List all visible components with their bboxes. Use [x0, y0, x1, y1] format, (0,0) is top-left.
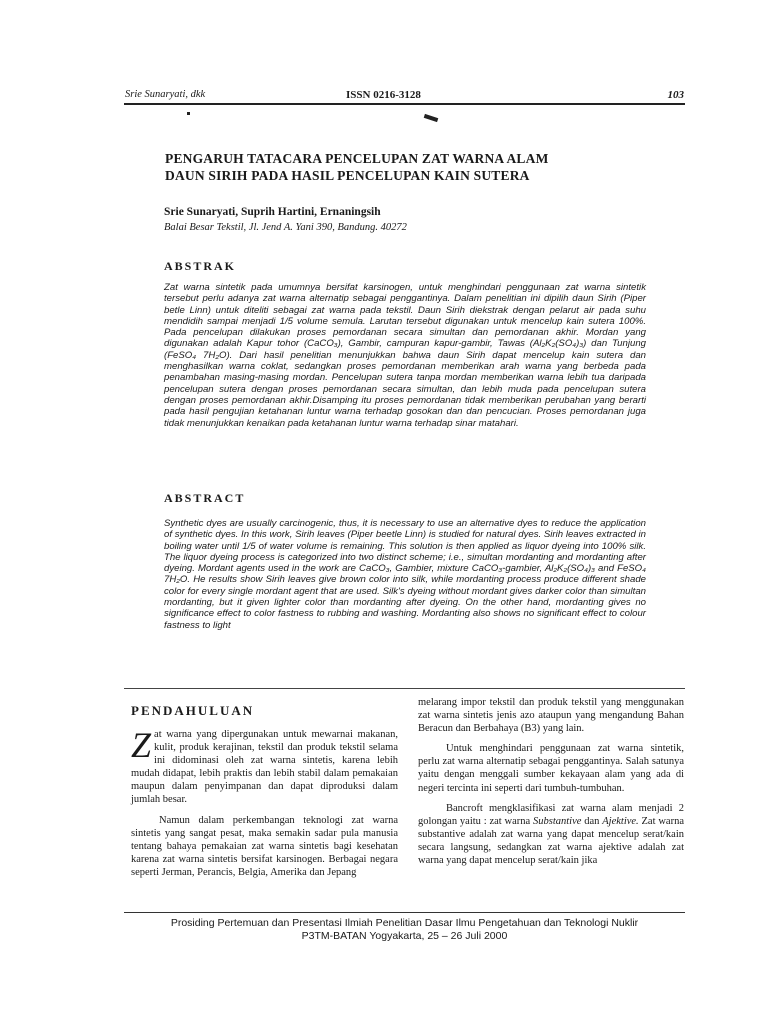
- abstract-text: Synthetic dyes are usually carcinogenic, thus, it is necessary to use an alternative dyes to reduce the application of synthetic dyes. In this work, Sirih leaves (Piper beetle Linn) is studied for natural dyes. Sirih leaves extracted in boiling water until 1/5 of water volume is remaining. This solution is then applied as liquor dyeing into 100% silk. The liquor dyeing process is categorized into two distinct scheme; i.e., simultan mordanting and mordanting after dyeing. Mordant agents used in the work are CaCO₃, Gambier, mixture CaCO₃-gambier, Al₂K₂(SO₄)₃ and FeSO₄ 7H₂O. He results show Sirih leaves give brown color into silk, while mordanting process produce different shade color for every single mordant agent that are used. Silk's dyeing without mordant gives darker color than simultan mordanting, but it given lighter color than mordanting after dyeing. On the other hand, mordanting gives no significance effect to color fastness to rubbing and washing. Mordanting also shows no significant effect to colour fastness to light: [164, 518, 646, 631]
- author-list: Srie Sunaryati, Suprih Hartini, Ernaningsih: [164, 206, 381, 218]
- pendahuluan-heading: PENDAHULUAN: [131, 703, 255, 718]
- footer-line-1: Prosiding Pertemuan dan Presentasi Ilmiah Penelitian Dasar Ilmu Pengetahuan dan Teknologi Nuklir: [170, 917, 639, 929]
- intro-paragraph-1-text: at warna yang dipergunakan untuk mewarnai makanan, kulit, produk kerajinan, tekstil dan produk tekstil selama ini didominasi oleh zat warna sintetis, karena lebih mudah didapat, lebih praktis dan lebih stabil dalam pemakaian maupun dalam penyimpanan dan dapat diproduksi dalam jumlah besar.: [131, 729, 398, 806]
- abstract-heading: ABSTRACT: [164, 491, 246, 505]
- term-ajektive: Ajektive.: [602, 815, 639, 827]
- intro-paragraph-2: Namun dalam perkembangan teknologi zat warna sintetis yang sangat pesat, maka semakin sadar pula manusia tentang bahaya pemakaian zat warna sintetis bagi kesehatan karena zat warna sintetis bersifat karsinogen. Berbagai negara seperti Jerman, Perancis, Belgia, Amerika dan Jepang: [131, 814, 398, 878]
- para5-part-e: Zat warna substantive adalah zat warna yang dapat mencelup serat/kain secara langsung, sedangkan zat warna ajektive adalah zat warna yang dapat mencelup serat/kain jika: [418, 815, 684, 867]
- running-header-author: Srie Sunaryati, dkk: [125, 89, 206, 100]
- footer-line-2: P3TM-BATAN Yogyakarta, 25 – 26 Juli 2000: [301, 930, 508, 942]
- intro-paragraph-1: [131, 725, 398, 807]
- para5-part-a: Bancroft mengklasifikasi zat warna alam menjadi 2 golongan yaitu : zat warna: [418, 802, 684, 827]
- para5-part-c: dan: [581, 815, 603, 827]
- section-divider: [124, 688, 685, 689]
- scan-speck: [187, 112, 190, 115]
- title-line-1: PENGARUH TATACARA PENCELUPAN ZAT WARNA ALAM: [165, 151, 549, 166]
- intro-paragraph-4: Untuk menghindari penggunaan zat warna sintetik, perlu zat warna alternatip sebagai penggantinya. Salah satunya yaitu dengan menggali sumber kekayaan alam yang ada di negeri tercinta ini seperti dari tumbuh-tumbuhan.: [418, 743, 684, 794]
- title-line-2: DAUN SIRIH PADA HASIL PENCELUPAN KAIN SUTERA: [165, 168, 530, 183]
- paper-title: [165, 150, 635, 184]
- scan-mark: [424, 114, 439, 122]
- header-rule: [124, 103, 685, 105]
- proceedings-footer: [124, 917, 685, 943]
- running-header-issn: ISSN 0216-3128: [346, 89, 421, 101]
- drop-cap: Z: [131, 725, 152, 765]
- right-column: [418, 696, 684, 874]
- page-number: 103: [667, 89, 684, 101]
- intro-paragraph-3: melarang impor tekstil dan produk tekstil yang menggunakan zat warna sintetis jenis azo ataupun yang mengandung Bahan Beracun dan Berbahaya (B3) yang lain.: [418, 697, 684, 735]
- abstrak-heading: ABSTRAK: [164, 259, 237, 273]
- left-column: [131, 725, 398, 886]
- affiliation: Balai Besar Tekstil, Jl. Jend A. Yani 390, Bandung. 40272: [164, 222, 407, 233]
- term-substantive: Substantive: [533, 815, 582, 827]
- intro-paragraph-5: [418, 802, 684, 867]
- abstrak-text: Zat warna sintetik pada umumnya bersifat karsinogen, untuk menghindari penggunaan zat warna sintetik tersebut perlu adanya zat warna alternatip sebagai penggantinya. Dalam penelitian ini dipilih daun Sirih (Piper betle Linn) untuk diteliti sebagai zat warna pada tekstil. Daun Sirih diekstrak dengan pelarut air pada suhu mendidih sampai menjadi 1/5 volume semula. Larutan tersebut digunakan untuk mencelup kain sutera 100%. Pada pencelupan dilakukan proses pemordanan secara simultan dan pemordanan akhir. Mordan yang digunakan adalah Kapur tohor (CaCO₃), Gambir, campuran kapur-gambir, Tawas (Al₂K₂(SO₄)₃) dan Tunjung (FeSO₄ 7H₂O). Dari hasil penelitian menunjukkan bahwa daun Sirih dapat mencelup kain sutera dan menghasilkan warna coklat, sedangkan proses pemordanan memberikan arah warna yang berbeda pada penambahan masing-masing mordan. Pencelupan sutera tanpa mordan memberikan warna lebih tua daripada pencelupan sutera dengan proses pemordanan secara simultan, dan lebih muda pada pencelupan sutera dengan proses pemordanan akhir.Disamping itu proses pemordanan tidak memberikan perubahan yang berarti pada hasil pengujian ketahanan luntur warna terhadap gosokan dan dan pencucian. Proses pemordanan juga tidak menunjukkan kenaikan pada ketahanan luntur warna terhadap sinar matahari.: [164, 282, 646, 429]
- footer-rule: [124, 912, 685, 913]
